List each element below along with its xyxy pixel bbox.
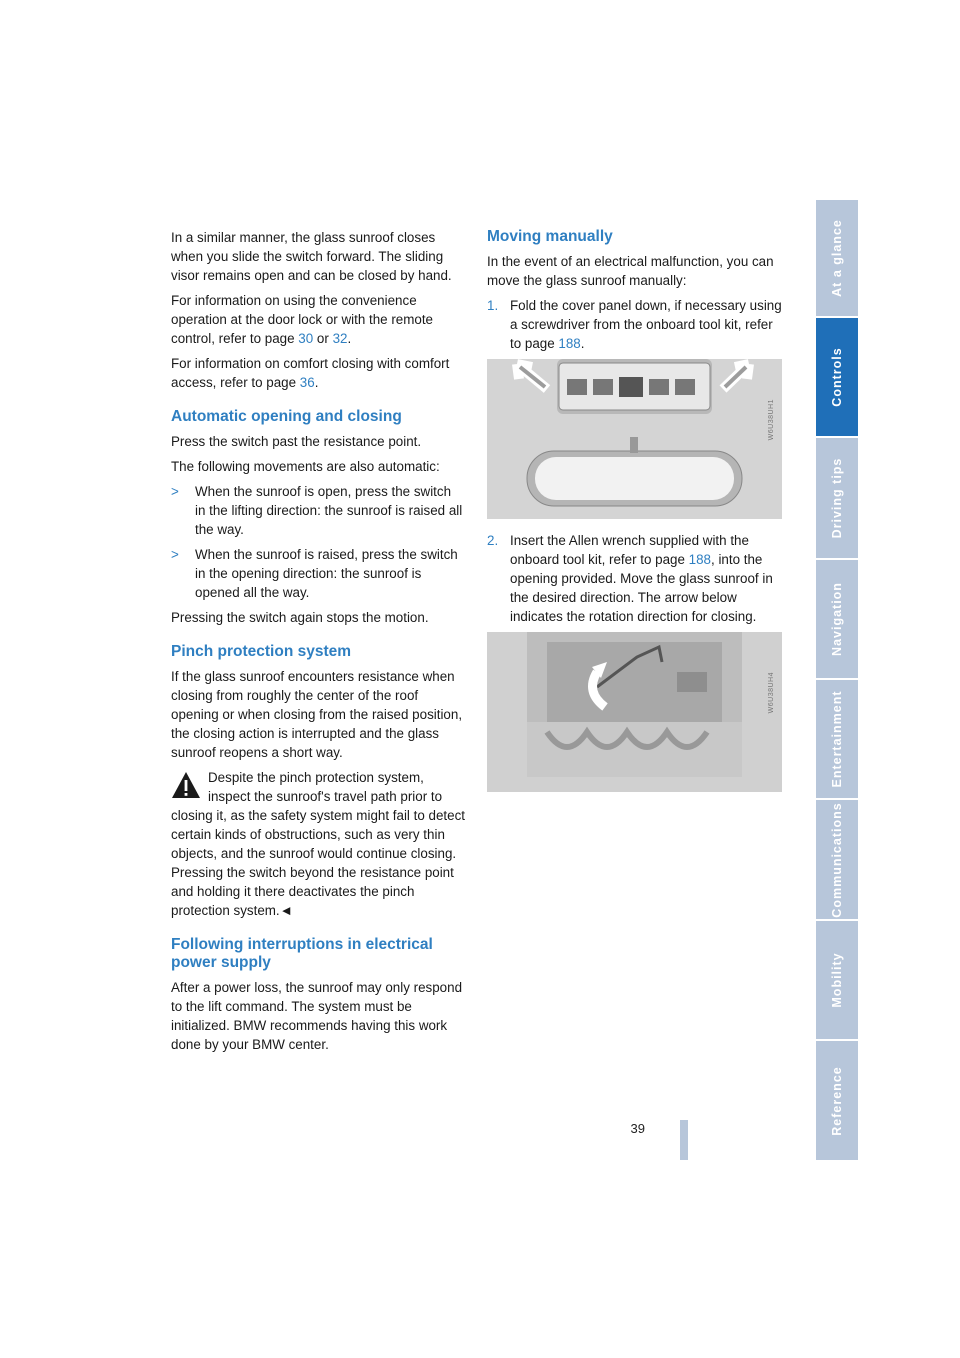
right-column [487,228,782,804]
warning-text: Pressing the switch beyond the resistance point and holding it there deactivates the pinch protection system.◄ [171,865,454,918]
bullet-marker: > [171,484,179,499]
tab-at-a-glance[interactable]: At a glance [816,198,858,316]
left-column [171,228,465,1060]
paragraph: After a power loss, the sunroof may only respond to the lift command. The system must be initialized. BMW recommends having this work done by your BMW center. [171,980,463,1052]
page-link[interactable]: 188 [688,552,711,567]
bullet-marker: > [171,547,179,562]
paragraph: Pressing the switch again stops the motion. [171,610,429,625]
page-link[interactable]: 32 [332,331,348,346]
paragraph: For information on comfort closing with comfort access, refer to page 36. [171,356,450,390]
tab-communications[interactable]: Communications [816,798,858,919]
figure-code: W6U38UH4 [768,672,775,714]
paragraph: In a similar manner, the glass sunroof closes when you slide the switch forward. The sliding visor remains open and can be closed by hand. [171,230,452,283]
step-item: 1. Fold the cover panel down, if necessary using a screwdriver from the onboard tool kit, refer to page 188. [487,298,782,351]
paragraph: If the glass sunroof encounters resistance when closing from roughly the center of the roof opening or when closing from the raised position, the closing action is interrupted and the glass sunroof reopens a short way. [171,669,463,760]
page-link[interactable]: 30 [298,331,314,346]
section-heading: Moving manually [487,228,613,245]
page-link[interactable]: 36 [299,375,315,390]
cover-panel-figure [487,359,782,519]
paragraph: For information on using the convenience operation at the door lock or with the remote control, refer to page 30 or 32. [171,293,434,346]
paragraph: In the event of an electrical malfunction, you can move the glass sunroof manually: [487,254,774,288]
paragraph: The following movements are also automatic: [171,459,440,474]
tab-driving-tips[interactable]: Driving tips [816,436,858,558]
overhead-console-illustration [487,359,782,519]
section-heading: Automatic opening and closing [171,408,402,425]
section-heading: Following interruptions in electrical power supply [171,936,433,971]
page-link[interactable]: 188 [558,336,581,351]
warning-note [171,768,465,920]
warning-text: Despite the pinch protection system, [208,770,424,785]
tab-reference[interactable]: Reference [816,1039,858,1160]
step-number: 2. [487,533,499,548]
warning-text: closing it, as the safety system might fail to detect certain kinds of obstructions, such as very thin objects, and the sunroof would continue closing. [171,808,465,861]
tab-controls[interactable]: Controls [816,316,858,436]
allen-wrench-illustration [487,632,782,792]
page-number: 39 [630,1121,645,1136]
section-heading: Pinch protection system [171,643,352,660]
tab-entertainment[interactable]: Entertainment [816,678,858,798]
warning-triangle-icon [171,771,201,799]
figure-code: W6U38UH1 [768,399,775,441]
allen-wrench-figure [487,632,782,792]
page-number-bar [680,1120,688,1160]
warning-text: inspect the sunroof's travel path prior to [208,789,443,804]
step-item: 2. Insert the Allen wrench supplied with the onboard tool kit, refer to page 188, into the opening provided. Move the glass sunroof in the desired direction. The arrow below indicates the rotation direction for closing. [487,533,773,624]
tab-navigation[interactable]: Navigation [816,558,858,678]
list-item: > When the sunroof is open, press the switch in the lifting direction: the sunroof is raised all the way. [171,484,463,537]
step-number: 1. [487,298,499,313]
paragraph: Press the switch past the resistance point. [171,434,422,449]
end-mark: ◄ [279,903,293,918]
list-item: > When the sunroof is raised, press the switch in the opening direction: the sunroof is opened all the way. [171,547,458,600]
tab-mobility[interactable]: Mobility [816,919,858,1039]
